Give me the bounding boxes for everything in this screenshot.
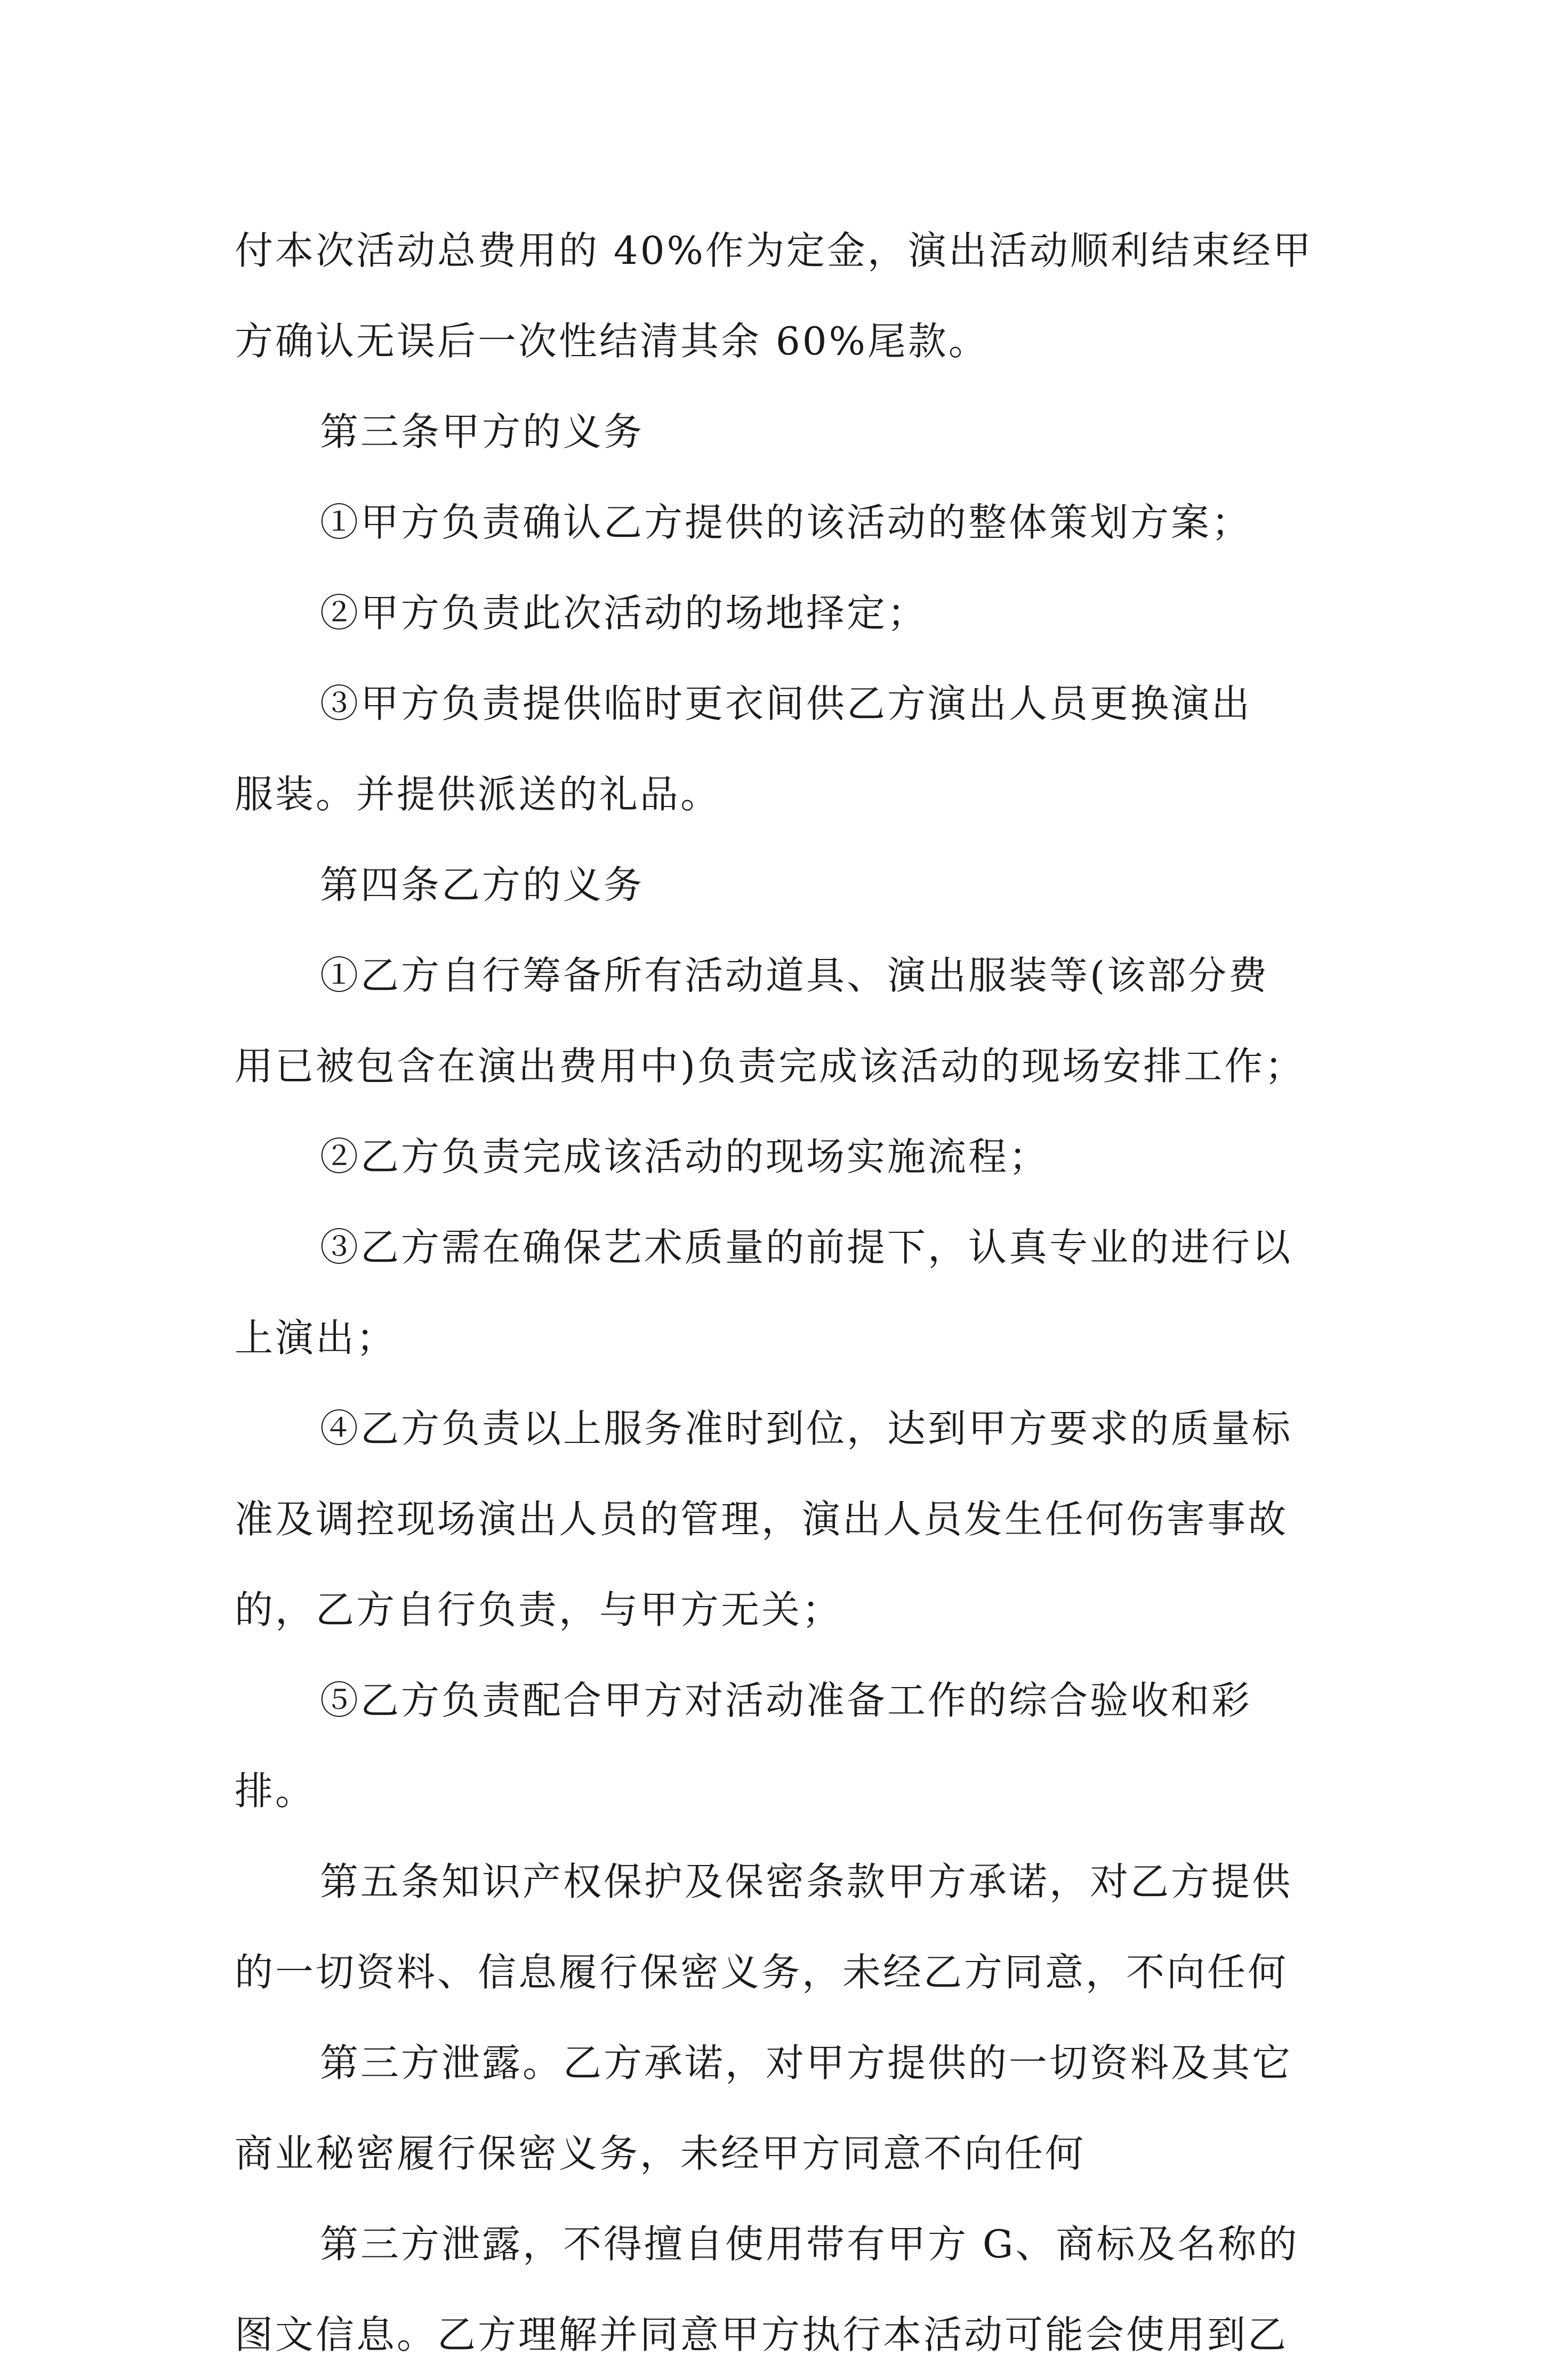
- paragraph-line: 的，乙方自行负责，与甲方无关；: [235, 1587, 843, 1632]
- paragraph-line: ③乙方需在确保艺术质量的前提下，认真专业的进行以: [320, 1225, 1293, 1270]
- paragraph-line: 商业秘密履行保密义务，未经甲方同意不向任何: [235, 2131, 1086, 2176]
- paragraph-line: 图文信息。乙方理解并同意甲方执行本活动可能会使用到乙: [235, 2312, 1289, 2357]
- paragraph-line: 方确认无误后一次性结清其余 60%尾款。: [235, 319, 989, 364]
- paragraph-line: 第三方泄露，不得擅自使用带有甲方 G、商标及名称的: [320, 2222, 1299, 2266]
- paragraph-line: 上演出；: [235, 1316, 397, 1360]
- paragraph-line: ①乙方自行筹备所有活动道具、演出服装等(该部分费: [320, 953, 1269, 998]
- paragraph-line: ③甲方负责提供临时更衣间供乙方演出人员更换演出: [320, 681, 1252, 726]
- paragraph-line: 第五条知识产权保护及保密条款甲方承诺，对乙方提供: [320, 1859, 1293, 1904]
- document-body: [235, 205, 1333, 2380]
- paragraph-line: ①甲方负责确认乙方提供的该活动的整体策划方案；: [320, 500, 1252, 545]
- paragraph-line: 的一切资料、信息履行保密义务，未经乙方同意，不向任何: [235, 1950, 1289, 1995]
- paragraph-line: ②甲方负责此次活动的场地择定；: [320, 591, 928, 635]
- paragraph-line: 服装。并提供派送的礼品。: [235, 772, 721, 817]
- paragraph-line: ②乙方负责完成该活动的现场实施流程；: [320, 1134, 1050, 1179]
- paragraph-line: 付本次活动总费用的 40%作为定金，演出活动顺利结束经甲: [235, 228, 1313, 273]
- paragraph-line: ④乙方负责以上服务准时到位，达到甲方要求的质量标: [320, 1406, 1293, 1451]
- paragraph-line: ⑤乙方负责配合甲方对活动准备工作的综合验收和彩: [320, 1678, 1252, 1723]
- paragraph-line: 第三方泄露。乙方承诺，对甲方提供的一切资料及其它: [320, 2040, 1293, 2085]
- section-heading: 第四条乙方的义务: [320, 862, 645, 907]
- paragraph-line: 用已被包含在演出费用中)负责完成该活动的现场安排工作；: [235, 1044, 1306, 1088]
- paragraph-line: 准及调控现场演出人员的管理，演出人员发生任何伤害事故: [235, 1497, 1289, 1542]
- paragraph-line: 排。: [235, 1769, 316, 1813]
- section-heading: 第三条甲方的义务: [320, 409, 645, 454]
